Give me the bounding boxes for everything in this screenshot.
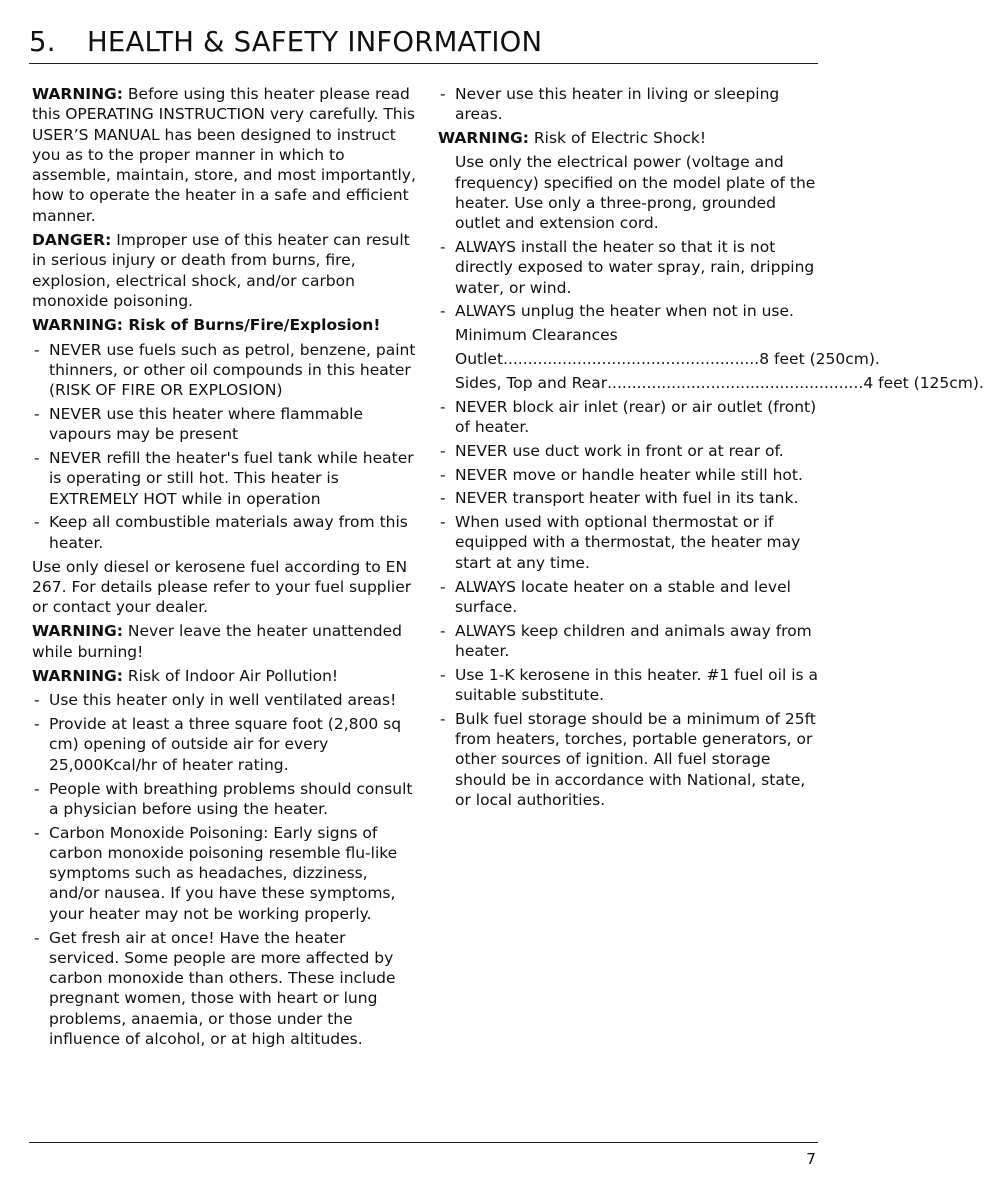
living-list [438,84,823,125]
list-item: - Get fresh air at once! Have the heater serviced. Some people are more affected by carbon monoxide than others. These include pregnant women, those with heart or lung problems, anaemia, or those under the influence of alcohol, or at high altitudes. [32,928,417,1050]
list-item: - Bulk fuel storage should be a minimum of 25ft from heaters, torches, portable generators, or other sources of ignition. All fuel storage should be in accordance with National, state, or local authorities. [438,709,823,810]
list-item: - ALWAYS unplug the heater when not in use. [438,301,823,321]
danger-label: DANGER: [32,231,112,250]
clearance-label: Outlet [455,350,504,369]
warning-burns-heading: WARNING: Risk of Burns/Fire/Explosion! [32,316,381,335]
list-item: - When used with optional thermostat or if equipped with a thermostat, the heater may start at any time. [438,512,823,573]
warning-label: WARNING: [32,85,123,103]
list-item: - Provide at least a three square foot (2,800 sq cm) opening of outside air for every 25,000Kcal/hr of heater rating. [32,714,417,775]
warning-electric-shock [438,128,823,148]
list-item: - Keep all combustible materials away from this heater. [32,512,417,553]
list-item: - Carbon Monoxide Poisoning: Early signs of carbon monoxide poisoning resemble flu-like symptoms such as headaches, dizziness, and/or nausea. If you have these symptoms, your heater may not be working properly. [32,823,417,924]
electrical-list [438,237,823,322]
burns-list [32,340,417,553]
leader-dots: .................................................... [503,350,760,369]
warning-text: Never leave the heater unattended while burning! [32,622,403,661]
electrical-paragraph: Use only the electrical power (voltage and frequency) specified on the model plate of the heater. Use only a three-prong, grounded outlet and extension cord. [455,153,816,233]
clearance-sides-row [438,373,984,393]
list-item: - ALWAYS locate heater on a stable and level surface. [438,577,823,618]
warning-text: Risk of Indoor Air Pollution! [122,667,339,686]
list-item: - NEVER transport heater with fuel in its tank. [438,488,823,508]
clearance-value: 8 feet (250cm). [759,350,880,369]
list-item: - NEVER block air inlet (rear) or air outlet (front) of heater. [438,397,823,438]
warning-label: WARNING: [32,622,123,641]
bottom-divider [29,1142,818,1143]
list-item: - Use this heater only in well ventilated areas! [32,690,417,710]
warning-text: Risk of Electric Shock! [528,129,707,148]
top-divider [29,63,818,64]
list-item: - People with breathing problems should consult a physician before using the heater. [32,779,417,820]
clearance-outlet-row [438,349,880,369]
warning-operating-instructions [32,84,417,226]
warning-label: WARNING: [32,667,123,686]
clearances-title: Minimum Clearances [455,326,618,345]
warning-text: Before using this heater please read this OPERATING INSTRUCTION very carefully. This USER’S MANUAL has been designed to instruct you as to the proper manner in which to assemble, maintain, store, and most importantly, how to operate the heater in a safe and efficient manner. [32,85,416,225]
list-item: - Use 1-K kerosene in this heater. #1 fuel oil is a suitable substitute. [438,665,823,706]
left-column [32,84,417,1053]
fuel-paragraph: Use only diesel or kerosene fuel according to EN 267. For details please refer to your fuel supplier or contact your dealer. [32,557,412,617]
list-item: - NEVER move or handle heater while still hot. [438,465,823,485]
safety-list [438,397,823,811]
list-item: - ALWAYS keep children and animals away from heater. [438,621,823,662]
leader-dots: .................................................... [607,373,864,392]
clearance-label: Sides, Top and Rear [455,373,608,392]
warning-air-pollution [32,666,417,686]
warning-label: WARNING: [438,129,529,148]
list-item: - NEVER use this heater where flammable vapours may be present [32,404,417,445]
danger-text: Improper use of this heater can result in serious injury or death from burns, fire, explosion, electrical shock, and/or carbon monoxide poisoning. [32,231,410,310]
section-number: 5. [29,26,56,58]
list-item: - NEVER use duct work in front or at rear of. [438,441,823,461]
right-column [438,84,984,814]
warning-unattended [32,621,417,662]
danger-paragraph [32,230,417,311]
clearance-value: 4 feet (125cm). [863,373,984,392]
list-item: - NEVER use fuels such as petrol, benzene, paint thinners, or other oil compounds in this heater (RISK OF FIRE OR EXPLOSION) [32,340,417,401]
air-pollution-list [32,690,417,1049]
section-heading [29,24,542,60]
list-item: - ALWAYS install the heater so that it is not directly exposed to water spray, rain, dripping water, or wind. [438,237,823,298]
section-title: HEALTH & SAFETY INFORMATION [87,26,543,58]
list-item: - NEVER refill the heater's fuel tank while heater is operating or still hot. This heater is EXTREMELY HOT while in operation [32,448,417,509]
list-item: - Never use this heater in living or sleeping areas. [438,84,823,125]
page-number: 7 [806,1150,816,1168]
